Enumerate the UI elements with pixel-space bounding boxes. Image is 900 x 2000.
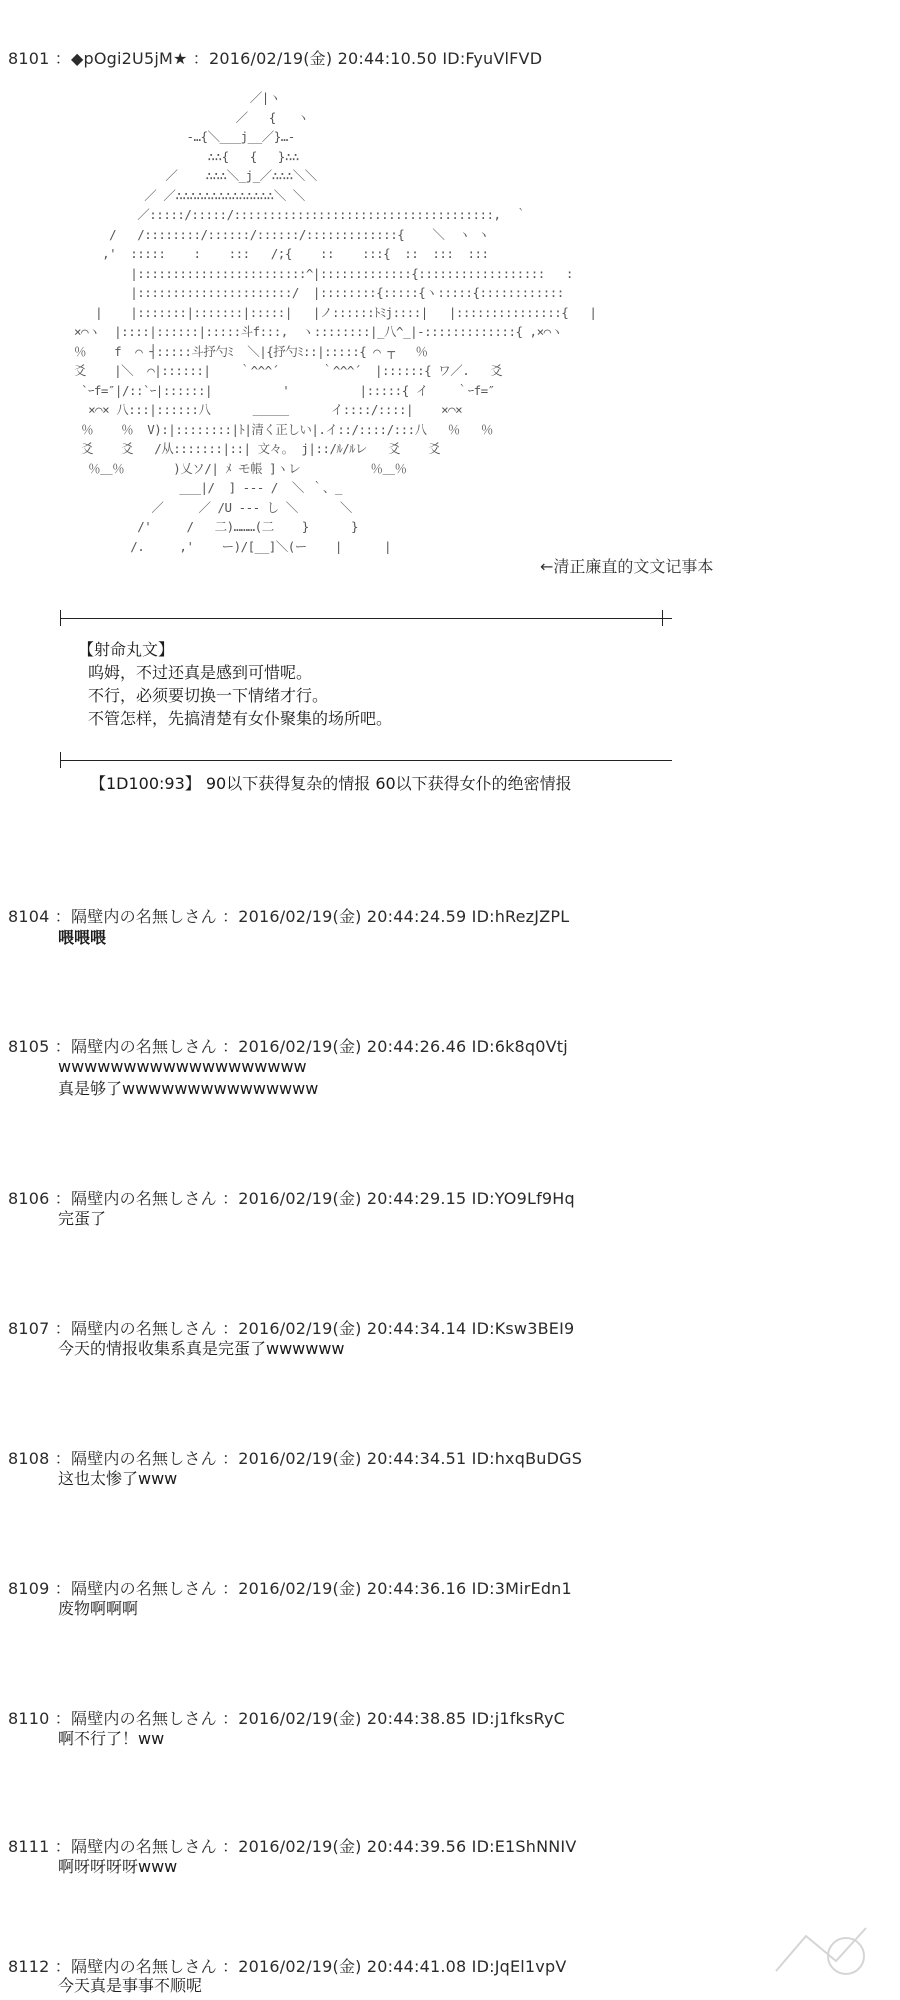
post-body bbox=[58, 1856, 177, 1878]
divider-tick bbox=[60, 752, 61, 768]
dialog-line: 呜姆，不过还真是感到可惜呢。 bbox=[88, 663, 313, 682]
post-line: 喂喂喂 bbox=[58, 928, 107, 947]
aa-caption: ←清正廉直的文文记事本 bbox=[540, 557, 714, 576]
post-line: 啊不行了！ww bbox=[58, 1729, 165, 1748]
post-line: 完蛋了 bbox=[58, 1209, 107, 1228]
dice-result: 【1D100:93】 90以下获得复杂的情报 60以下获得女仆的绝密情报 bbox=[90, 774, 572, 793]
post-body bbox=[58, 1468, 177, 1490]
post-line: 今天的情报收集系真是完蛋了wwwwww bbox=[58, 1339, 345, 1358]
post-line: 废物啊啊啊 bbox=[58, 1599, 139, 1618]
post-body bbox=[58, 1728, 164, 1750]
post-header: 8105 ：隔壁内の名無しさん ：2016/02/19(金) 20:44:26.46 ID:6k8q0Vtj bbox=[8, 1037, 568, 1056]
post-header: 8104 ：隔壁内の名無しさん ：2016/02/19(金) 20:44:24.59 ID:hRezJZPL bbox=[8, 907, 570, 926]
post-body bbox=[58, 1598, 138, 1620]
post-line: 今天真是事事不顺呢 bbox=[58, 1976, 203, 1995]
divider-tick bbox=[60, 610, 61, 626]
speaker-name: 【射命丸文】 bbox=[78, 640, 175, 659]
post-body bbox=[58, 1056, 318, 1100]
post-line: wwwwwwwwwwwwwwwwwww bbox=[58, 1057, 307, 1076]
dialog-block bbox=[78, 638, 392, 730]
post-line: 真是够了wwwwwwwwwwwwwww bbox=[58, 1079, 319, 1098]
divider-bottom bbox=[60, 760, 672, 761]
dialog-line: 不管怎样，先搞清楚有女仆聚集的场所吧。 bbox=[88, 709, 393, 728]
post-header: 8110 ：隔壁内の名無しさん ：2016/02/19(金) 20:44:38.85 ID:j1fksRyC bbox=[8, 1709, 566, 1728]
post-header: 8112 ：隔壁内の名無しさん ：2016/02/19(金) 20:44:41.08 ID:JqEl1vpV bbox=[8, 1957, 567, 1976]
dialog-line: 不行，必须要切换一下情绪才行。 bbox=[88, 686, 329, 705]
post-line: 啊呀呀呀呀www bbox=[58, 1857, 178, 1876]
post-body bbox=[58, 1338, 345, 1360]
divider-top bbox=[60, 618, 672, 619]
post-header: 8107 ：隔壁内の名無しさん ：2016/02/19(金) 20:44:34.14 ID:Ksw3BEI9 bbox=[8, 1319, 575, 1338]
post-body bbox=[58, 927, 106, 949]
post-header: 8109 ：隔壁内の名無しさん ：2016/02/19(金) 20:44:36.16 ID:3MirEdn1 bbox=[8, 1579, 572, 1598]
post-header: 8106 ：隔壁内の名無しさん ：2016/02/19(金) 20:44:29.15 ID:YO9Lf9Hq bbox=[8, 1189, 575, 1208]
post-body bbox=[58, 1208, 106, 1230]
divider-tick bbox=[662, 610, 663, 626]
post-header: 8108 ：隔壁内の名無しさん ：2016/02/19(金) 20:44:34.51 ID:hxqBuDGS bbox=[8, 1449, 583, 1468]
post-header: 8111 ：隔壁内の名無しさん ：2016/02/19(金) 20:44:39.56 ID:E1ShNNIV bbox=[8, 1837, 577, 1856]
ascii-art: ／|ヽ ／ { ヽ ‐…{＼___j__／}…‐ ∴∴{ { }∴∴ ／ ∴∴∴＼_j_／∴∴∴＼＼ ／ ／∴∴∴∴∴∴∴∴∴∴∴∴∴∴＼ ＼ ／:::::/:::::/:::::::::::::::::::::::::::::::::::::, ｀ / /::::::::/::::::/::::::/:::::::::::::{ ＼ ヽ ヽ ,' ::::: : ::: /;{ :: :::{ :: ::: ::: |::::::::::::::::::::::::^|:::::::::::::{:::::::::::::::::: : |::::::::::::::::::::::/ |::::::::{:::::{ヽ:::::{:::::::::::: | |:::::::|:::::::|:::::| |ノ::::::ﾄﾐj::::| |:::::::::::::::{ | ×⌒ヽ |::::|::::::|:::::斗f:::, ヽ::::::::|_八^_|-:::::::::::::{ ,×⌒ヽ ％ f ⌒ ┤:::::斗抒勺ﾐ ＼|{抒勺ﾐ::|:::::{ ⌒ ┬ ％ 爻 |＼ ⌒|::::::| ｀^^^´ ｀^^^´ |::::::{ ワ／. 爻 `ｰf=″|/::`ｰ|::::::| ' |:::::{ イ ｀ｰf=″ ×⌒× 八:::|::::::八 ＿＿＿ イ::::/::::| ×⌒× ％ ％ V):|::::::::|ﾄ|清く正しい|.イ::/::::/:::八 ％ ％ 爻 爻 /从:::::::|::| 文々｡ j|::/ﾙ/ﾙレ 爻 爻 ％＿％ )乂ソ/| ﾒ モ帳 ]ヽレ ％＿％ ___|/ ] --- / ＼ ｀、_ ／ ／ /U --- し ＼ ＼ /' / 二)………(二 } } /. ,' ー)/[__]＼(ー | | bbox=[74, 90, 597, 554]
post-body bbox=[58, 1975, 202, 1997]
post-header: 8101 ：◆pOgi2U5jM★ ：2016/02/19(金) 20:44:10.50 ID:FyuVlFVD bbox=[8, 49, 543, 68]
watermark-logo bbox=[766, 1916, 886, 1986]
post-line: 这也太惨了www bbox=[58, 1469, 178, 1488]
